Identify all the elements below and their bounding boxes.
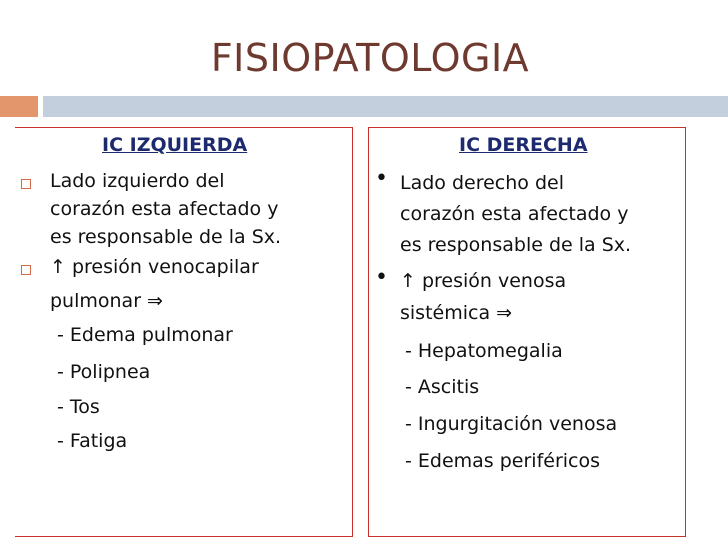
right-line-3: es responsable de la Sx. bbox=[400, 234, 632, 256]
square-bullet-icon bbox=[21, 265, 31, 275]
left-line-2: corazón esta afectado y bbox=[50, 198, 279, 220]
left-line-4: ↑ presión venocapilar bbox=[50, 256, 259, 278]
left-line-9: - Fatiga bbox=[57, 430, 128, 452]
header-bar bbox=[43, 96, 728, 117]
left-line-6: - Edema pulmonar bbox=[57, 324, 233, 346]
left-line-3: es responsable de la Sx. bbox=[50, 226, 282, 248]
left-line-7: - Polipnea bbox=[57, 361, 151, 383]
left-line-5: pulmonar ⇒ bbox=[50, 290, 163, 312]
right-line-8: - Ingurgitación venosa bbox=[405, 413, 618, 435]
right-line-5: sistémica ⇒ bbox=[400, 302, 513, 324]
square-bullet-icon bbox=[21, 179, 31, 189]
right-line-2: corazón esta afectado y bbox=[400, 203, 629, 225]
bullet-dot-icon: • bbox=[375, 166, 388, 191]
left-line-1: Lado izquierdo del bbox=[50, 170, 225, 192]
right-line-7: - Ascitis bbox=[405, 376, 480, 398]
bullet-dot-icon: • bbox=[375, 265, 388, 290]
right-line-4: ↑ presión venosa bbox=[400, 270, 567, 292]
left-heading: IC IZQUIERDA bbox=[102, 134, 248, 156]
right-line-1: Lado derecho del bbox=[400, 172, 564, 194]
accent-bar bbox=[0, 96, 38, 117]
right-line-9: - Edemas periféricos bbox=[405, 450, 601, 472]
right-line-6: - Hepatomegalia bbox=[405, 340, 563, 362]
left-line-8: - Tos bbox=[57, 396, 100, 418]
slide-title: FISIOPATOLOGIA bbox=[210, 36, 530, 80]
right-heading: IC DERECHA bbox=[459, 134, 588, 156]
